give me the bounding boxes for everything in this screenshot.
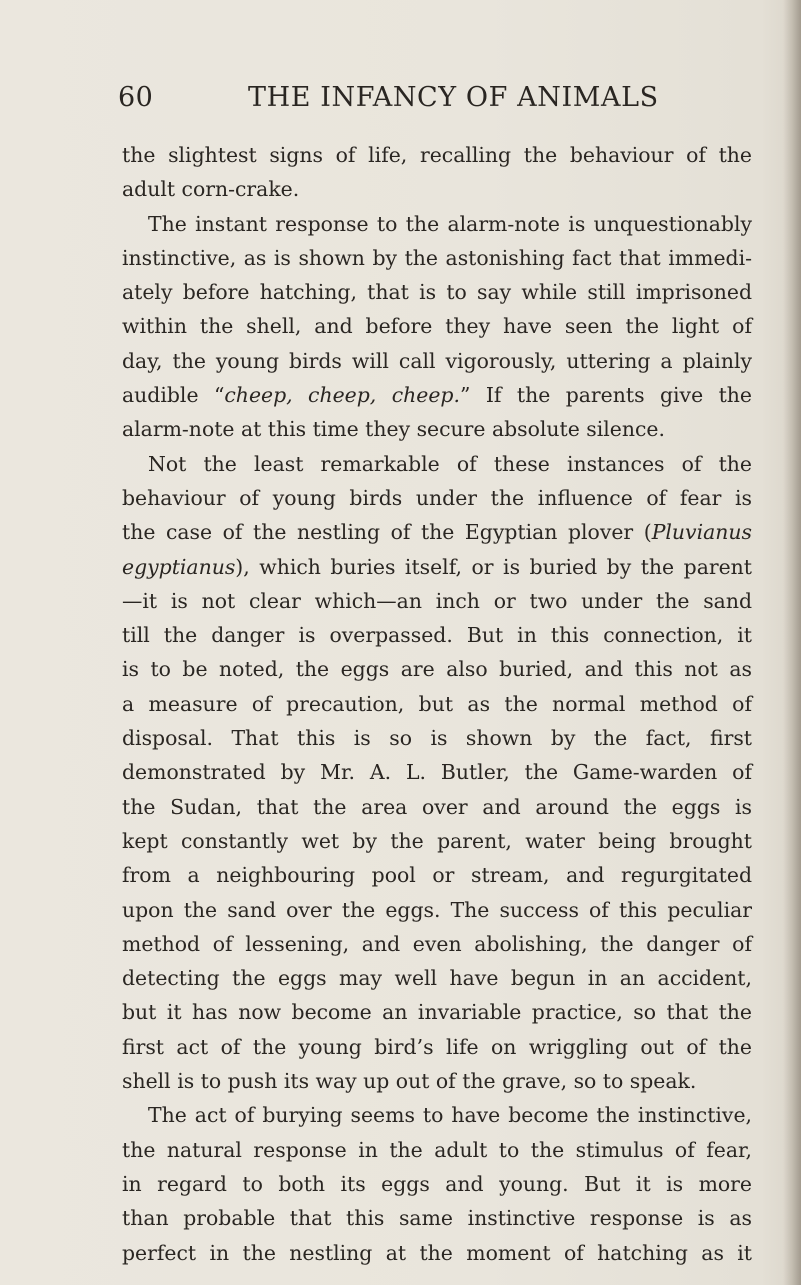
text-line: a measure of precaution, but as the normal method of: [122, 691, 752, 716]
text-line: Not the least remarkable of these instances of the: [148, 451, 752, 476]
text-line: in regard to both its eggs and young. But it is more: [122, 1171, 752, 1196]
text-line: method of lessening, and even abolishing, the danger of: [122, 931, 752, 956]
text-line: upon the sand over the eggs. The success of this peculiar: [122, 897, 752, 922]
italic-text-segment: cheep, cheep, cheep.: [224, 383, 460, 408]
text-line: The act of burying seems to have become the instinctive,: [148, 1103, 752, 1128]
text-line: behaviour of young birds under the influence of fear is: [122, 485, 752, 510]
text-line: [122, 550, 752, 584]
text-line: disposal. That this is so is shown by the fact, first: [122, 726, 752, 751]
page-edge-shadow: [783, 0, 801, 1285]
text-line: The instant response to the alarm-note is unquestionably: [148, 211, 752, 236]
text-line: from a neighbouring pool or stream, and regurgitated: [122, 863, 752, 888]
italic-text-segment: egyptianus: [122, 554, 236, 579]
text-line: than probable that this same instinctive response is as: [122, 1206, 752, 1231]
text-line: [122, 515, 752, 549]
text-line: but it has now become an invariable practice, so that the: [122, 1000, 752, 1025]
text-line: the slightest signs of life, recalling the behaviour of the: [122, 143, 752, 167]
text-line: —it is not clear which—an inch or two under the sand: [122, 588, 752, 613]
text-line: within the shell, and before they have seen the light of: [122, 314, 752, 339]
text-line: the natural response in the adult to the stimulus of fear,: [122, 1137, 752, 1162]
text-segment: ), which buries itself, or is buried by the parent: [235, 554, 752, 579]
text-line: till the danger is overpassed. But in this connection, it: [122, 623, 752, 648]
body-text: [122, 138, 752, 1270]
text-line: perfect in the nestling at the moment of hatching as it: [122, 1240, 752, 1265]
text-segment: the case of the nestling of the Egyptian plover (: [122, 520, 652, 545]
text-line: shell is to push its way up out of the grave, so to speak.: [122, 1069, 697, 1094]
text-line: first act of the young bird’s life on wriggling out of the: [122, 1034, 752, 1059]
page-header: [118, 82, 738, 122]
running-head: THE INFANCY OF ANIMALS: [248, 82, 659, 113]
page-number: 60: [118, 82, 154, 113]
text-line: instinctive, as is shown by the astonishing fact that immedi-: [122, 245, 752, 270]
italic-text-segment: Pluvianus: [651, 520, 752, 545]
text-line: adult corn-crake.: [122, 177, 300, 202]
text-line: day, the young birds will call vigorously, uttering a plainly: [122, 348, 752, 373]
text-line: [122, 378, 752, 412]
text-line: is to be noted, the eggs are also buried, and this not as: [122, 657, 752, 682]
text-segment: audible “: [122, 383, 225, 408]
text-line: alarm-note at this time they secure absolute silence.: [122, 417, 665, 442]
text-line: ately before hatching, that is to say while still imprisoned: [122, 280, 752, 305]
text-line: the Sudan, that the area over and around the eggs is: [122, 794, 752, 819]
text-line: demonstrated by Mr. A. L. Butler, the Game-warden of: [122, 760, 752, 785]
text-line: kept constantly wet by the parent, water being brought: [122, 828, 752, 853]
text-line: detecting the eggs may well have begun in an accident,: [122, 966, 752, 991]
text-segment: ” If the parents give the: [459, 383, 752, 408]
